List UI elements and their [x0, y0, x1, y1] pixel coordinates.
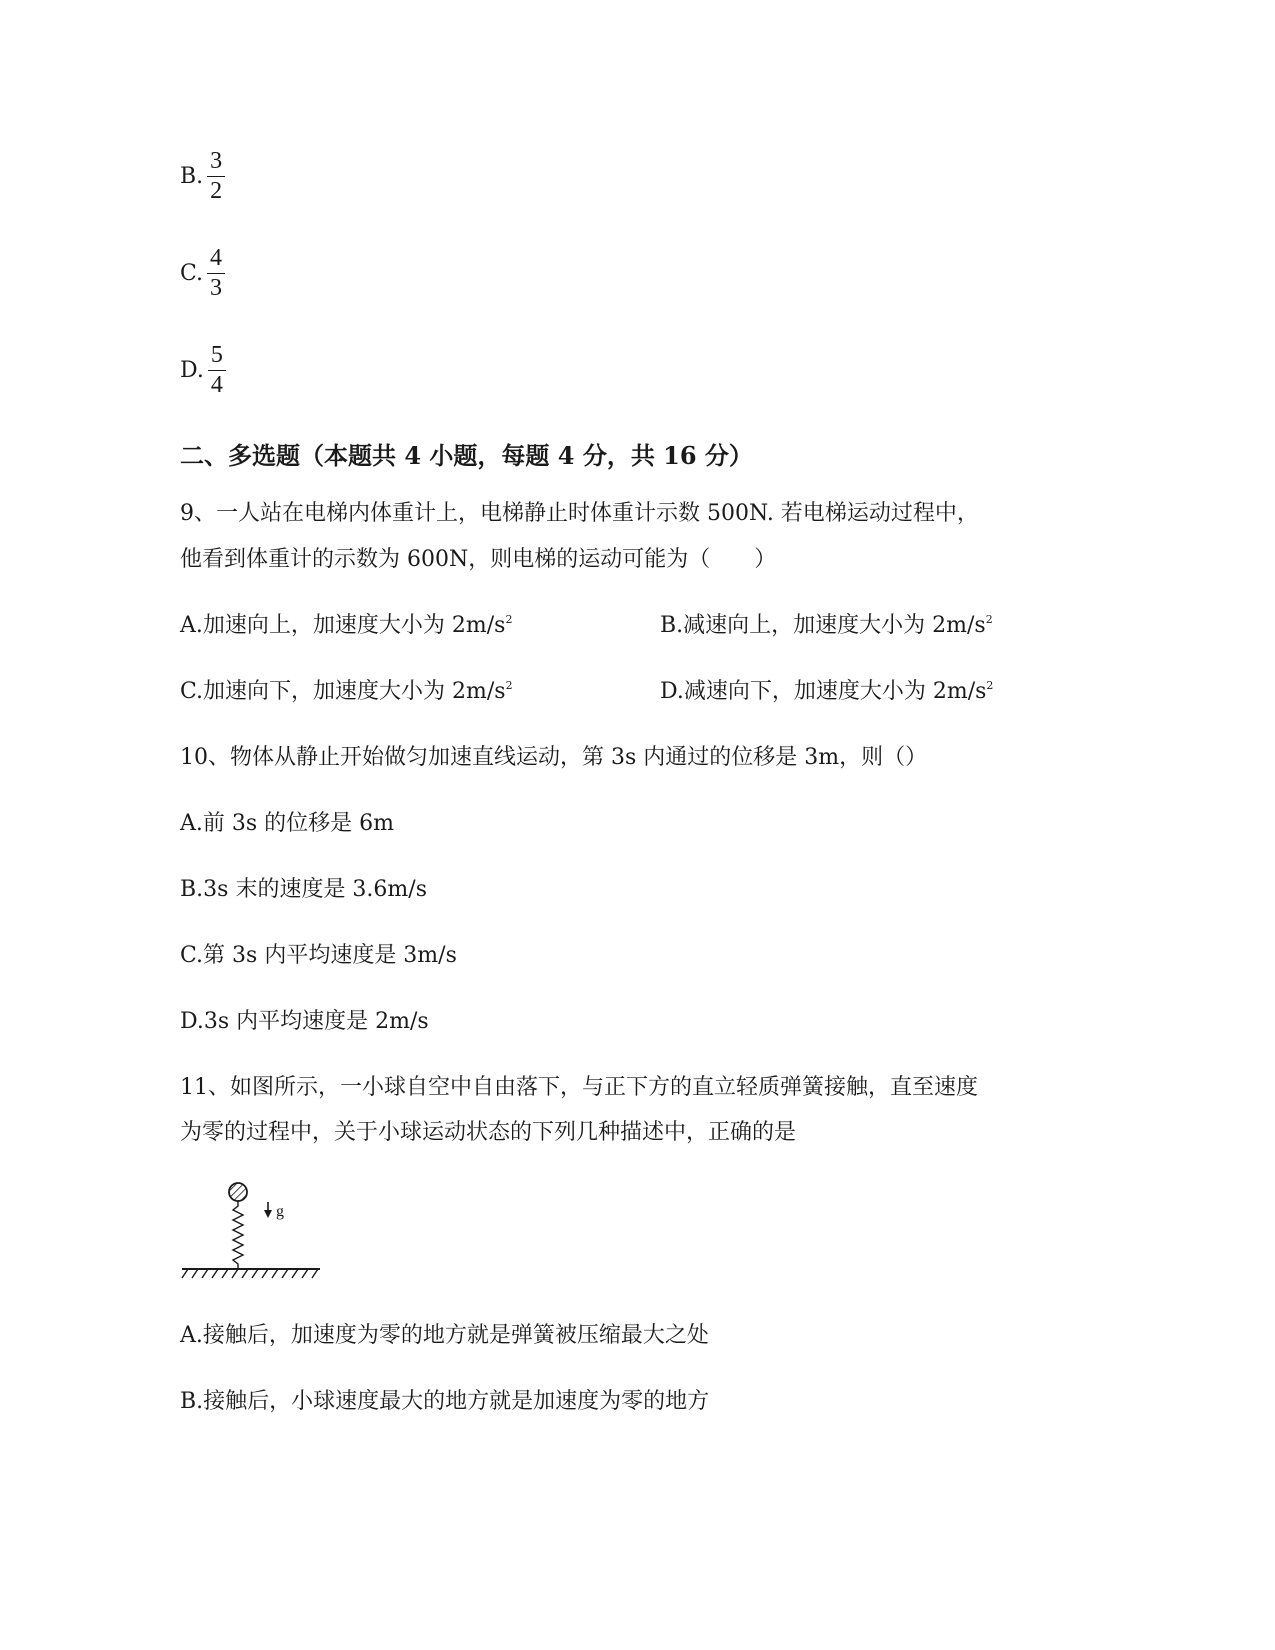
q10-option-c: C.第 3s 内平均速度是 3m/s	[180, 943, 457, 968]
option-label: D.	[180, 357, 204, 383]
denominator: 3	[210, 274, 223, 301]
q9-option-c: C.加速向下，加速度大小为 $2m/s^2$	[180, 679, 513, 704]
q9-stem-line1: 9、一人站在电梯内体重计上，电梯静止时体重计示数 500N. 若电梯运动过程中，	[180, 501, 979, 526]
q9-option-d: D.减速向下，加速度大小为 $2m/s^2$	[660, 679, 994, 704]
option-label: B.	[180, 163, 204, 189]
denominator: 2	[210, 177, 223, 204]
option-label: C.	[180, 260, 204, 286]
q10-stem: 10、物体从静止开始做匀加速直线运动，第 3s 内通过的位移是 3m，则（）	[180, 745, 928, 770]
q11-option-a: A.接触后，加速度为零的地方就是弹簧被压缩最大之处	[180, 1323, 709, 1348]
section-title: 二、多选题（本题共 4 小题，每题 4 分，共 16 分）	[180, 441, 753, 470]
option-b-fraction	[180, 147, 225, 206]
q9-option-a: A.加速向上，加速度大小为 $2m/s^2$	[180, 613, 513, 638]
fraction	[208, 341, 226, 400]
q11-option-b: B.接触后，小球速度最大的地方就是加速度为零的地方	[180, 1389, 710, 1414]
down-arrow-icon	[264, 1210, 272, 1218]
q11-stem-line2: 为零的过程中，关于小球运动状态的下列几种描述中，正确的是	[180, 1120, 797, 1145]
numerator: 4	[207, 244, 225, 274]
q10-option-b: B.3s 末的速度是 3.6m/s	[180, 877, 427, 902]
fraction	[207, 244, 225, 303]
q10-option-a: A.前 3s 的位移是 6m	[180, 811, 395, 836]
spring-ball-figure	[178, 1178, 328, 1283]
spring-icon	[233, 1201, 243, 1268]
option-c-fraction	[180, 244, 225, 303]
denominator: 4	[210, 371, 223, 398]
q9-option-b: B.减速向上，加速度大小为 $2m/s^2$	[660, 613, 993, 638]
option-d-fraction	[180, 341, 226, 400]
fraction	[207, 147, 225, 206]
ball-icon	[229, 1183, 247, 1201]
gravity-label: g	[276, 1203, 284, 1220]
q9-stem-line2: 他看到体重计的示数为 600N，则电梯的运动可能为（ ）	[180, 547, 777, 572]
q11-stem-line1: 11、如图所示，一小球自空中自由落下，与正下方的直立轻质弹簧接触，直至速度	[180, 1075, 978, 1100]
ground-hatch	[182, 1269, 318, 1278]
numerator: 3	[207, 147, 225, 177]
numerator: 5	[208, 341, 226, 371]
q10-option-d: D.3s 内平均速度是 2m/s	[180, 1009, 429, 1034]
